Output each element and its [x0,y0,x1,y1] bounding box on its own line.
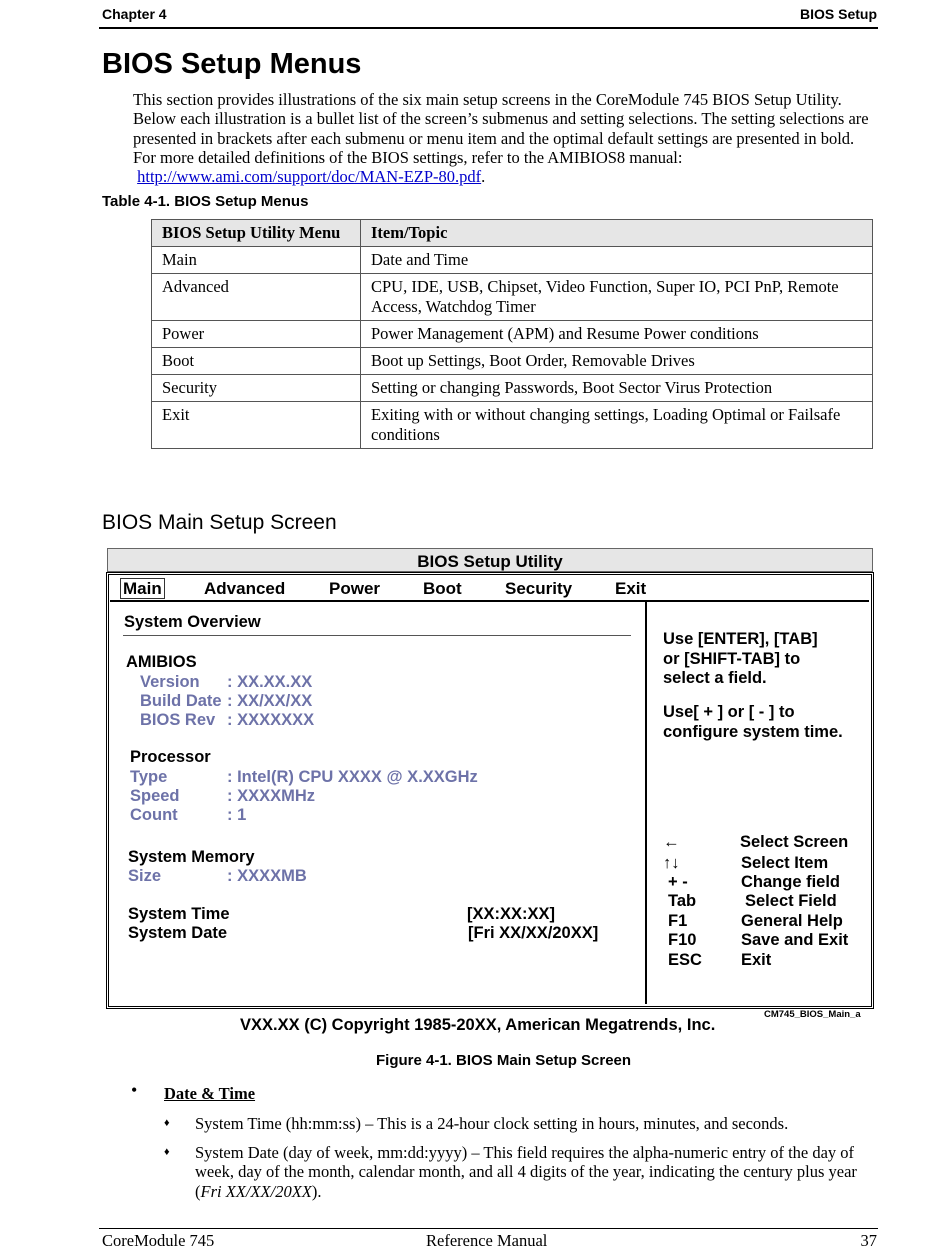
intro-text: This section provides illustrations of the six main setup screens in the CoreModule 745 BIOS Setup Utility. Below each illustration is a bullet list of the screen’s submenus and setting selections. The setting selections are presented in brackets after each submenu or menu item and the optimal default settings are presented in bold. For more detailed definitions of the BIOS settings, refer to the AMIBIOS8 manual: [133,90,869,167]
system-memory-heading: System Memory [128,848,255,866]
help-line: Use [ENTER], [TAB] [663,630,818,648]
bios-tab-exit[interactable]: Exit [615,579,647,598]
table-row [152,402,873,449]
table-cell: Power [152,321,361,348]
cpu-count-label: Count [130,806,178,824]
table-row [152,321,873,348]
bullet-heading: Date & Time [164,1084,256,1103]
processor-heading: Processor [130,748,211,766]
system-overview-heading: System Overview [124,613,261,631]
diamond-bullet-icon: ♦ [164,1117,170,1129]
system-date-field[interactable]: [Fri XX/XX/20XX] [468,924,599,942]
diamond-bullet-icon: ♦ [164,1146,170,1158]
key-desc-change-field: Change field [741,873,841,891]
key-desc-select-field: Select Field [745,892,837,910]
help-line: or [SHIFT-TAB] to [663,649,801,668]
bios-rev-label: BIOS Rev [140,711,216,729]
bios-tab-power[interactable]: Power [329,579,381,598]
left-arrow-icon: ← [663,833,680,851]
key-tab: Tab [668,892,697,910]
system-date-label: System Date [128,924,228,942]
help-field-navigation [663,630,818,689]
table-cell: Date and Time [361,247,873,274]
bios-tab-security[interactable]: Security [505,579,573,598]
bios-tab-main[interactable]: Main [120,579,165,599]
version-value: : XX.XX.XX [227,673,313,691]
key-f10: F10 [668,931,697,949]
bios-copyright: VXX.XX (C) Copyright 1985-20XX, American Megatrends, Inc. [240,1016,716,1034]
key-plus-minus: + - [668,873,688,891]
bullet-item-end: ). [311,1181,322,1201]
bios-menu-divider [110,600,869,602]
table-cell: Security [152,375,361,402]
table-header-row [152,220,873,247]
footer-manual: Reference Manual [426,1231,548,1250]
table-cell: CPU, IDE, USB, Chipset, Video Function, Super IO, PCI PnP, Remote Access, Watchdog Timer [361,274,873,321]
cpu-type-value: : Intel(R) CPU XXXX @ X.XXGHz [227,768,478,786]
system-time-field[interactable]: [XX:XX:XX] [467,905,556,923]
bullet-item: System Time (hh:mm:ss) – This is a 24-hour clock setting in hours, minutes, and seconds. [195,1114,789,1133]
bios-menus-table [151,219,873,449]
table-row [152,375,873,402]
bios-tab-boot[interactable]: Boot [423,579,462,598]
up-down-arrow-icon: ↑↓ [663,854,680,872]
figure-caption: Figure 4-1. BIOS Main Setup Screen [376,1052,632,1069]
amibios-heading: AMIBIOS [126,653,197,671]
key-desc-exit: Exit [741,951,772,969]
table-cell: Exiting with or without changing settings, Loading Optimal or Failsafe conditions [361,402,873,449]
table-cell: Setting or changing Passwords, Boot Sector Virus Protection [361,375,873,402]
figure-reference: CM745_BIOS_Main_a [764,1009,861,1020]
memory-size-value: : XXXXMB [227,867,307,885]
cpu-speed-value: : XXXXMHz [227,787,316,805]
header-chapter: Chapter 4 [102,6,167,22]
table-header-cell: BIOS Setup Utility Menu [152,220,361,247]
header-section: BIOS Setup [799,6,877,22]
table-cell: Exit [152,402,361,449]
cpu-count-value: : 1 [227,806,247,824]
table-row [152,274,873,321]
table-cell: Boot [152,348,361,375]
intro-paragraph [133,90,878,186]
header-rule [99,27,878,29]
table-caption: Table 4-1. BIOS Setup Menus [102,193,309,210]
key-desc-save-exit: Save and Exit [741,931,849,949]
bullet-item [195,1143,878,1201]
key-desc-general-help: General Help [741,912,843,930]
help-configure-time [663,703,843,742]
ami-manual-link[interactable]: http://www.ami.com/support/doc/MAN-EZP-80.pdf [137,167,482,187]
cpu-type-label: Type [130,768,168,786]
table-row [152,247,873,274]
table-header-cell: Item/Topic [361,220,873,247]
table-cell: Power Management (APM) and Resume Power conditions [361,321,873,348]
key-esc: ESC [668,951,702,969]
memory-size-label: Size [128,867,162,885]
help-line: Use[ + ] or [ - ] to [663,703,795,721]
table-row [152,348,873,375]
footer-rule [99,1228,878,1229]
page-number: 37 [860,1231,877,1250]
build-date-value: : XX/XX/XX [227,692,313,710]
bios-tab-advanced[interactable]: Advanced [204,579,286,598]
help-line: select a field. [663,669,767,687]
table-cell: Main [152,247,361,274]
bios-rev-value: : XXXXXXX [227,711,315,729]
key-desc-select-screen: Select Screen [740,833,849,851]
cpu-speed-label: Speed [130,787,180,805]
section-title: BIOS Main Setup Screen [102,511,337,534]
overview-underline [123,635,631,636]
version-label: Version [140,673,200,691]
intro-link-suffix: . [481,167,486,187]
bullet-dot: • [131,1080,138,1100]
key-desc-select-item: Select Item [741,854,829,872]
bullet-item-italic: Fri XX/XX/20XX [200,1181,312,1201]
key-f1: F1 [668,912,688,930]
table-cell: Boot up Settings, Boot Order, Removable Drives [361,348,873,375]
footer-product: CoreModule 745 [102,1231,215,1250]
help-line: configure system time. [663,722,843,741]
bios-title-bar: BIOS Setup Utility [107,548,873,572]
system-time-label: System Time [128,905,230,923]
page-title: BIOS Setup Menus [102,48,362,80]
build-date-label: Build Date [140,692,222,710]
bullet-item-text: System Date (day of week, mm:dd:yyyy) – This field requires the alpha-numeric entry of the day of week, day of the month, calendar month, and all 4 digits of the year, indicating the century plus year ( [195,1143,857,1201]
bios-panel-divider [645,601,647,1004]
table-cell: Advanced [152,274,361,321]
